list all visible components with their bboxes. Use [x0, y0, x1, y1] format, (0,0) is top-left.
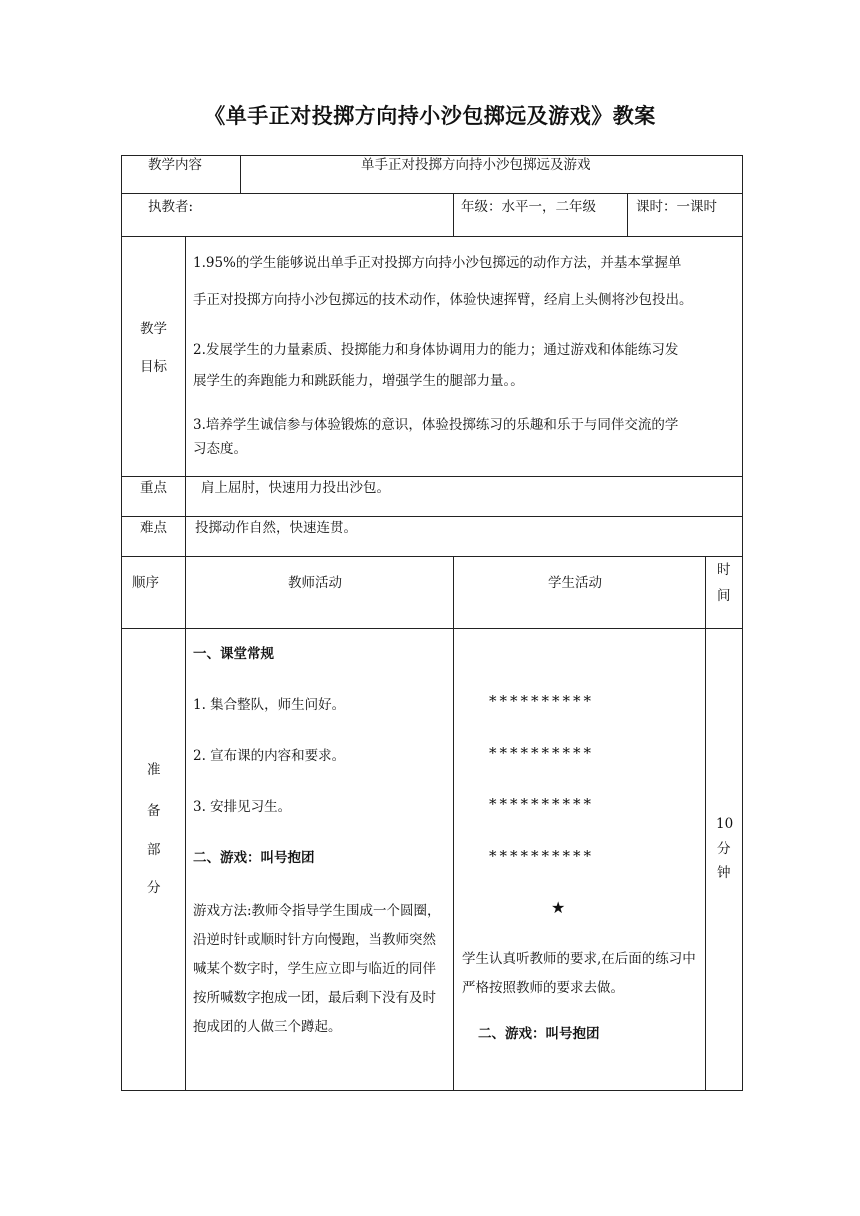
- student-formation-row: **********: [489, 692, 594, 710]
- objective-2: 展学生的奔跑能力和跳跃能力，增强学生的腿部力量。。: [193, 373, 524, 389]
- content-label: 教学内容: [148, 157, 202, 173]
- objective-3: 3.培养学生诚信参与体验锻炼的意识，体验投掷练习的乐趣和乐于与同伴交流的学: [193, 417, 679, 433]
- section-label: 备: [147, 803, 161, 819]
- table-rule: [121, 155, 122, 1091]
- table-rule: [240, 155, 241, 193]
- table-rule: [742, 155, 743, 1091]
- table-rule: [627, 193, 628, 236]
- game-description: 游戏方法:教师令指导学生围成一个圆圈，沿逆时针或顺时针方向慢跑，当教师突然喊某个数字时，学生应立即与临近的同伴按所喊数字抱成一团，最后剩下没有及时抱成团的人做三个蹲起。: [193, 903, 441, 1035]
- table-rule: [705, 556, 706, 1091]
- time-number: 10: [716, 816, 734, 832]
- student-formation-row: **********: [489, 795, 594, 813]
- document-title: 《单手正对投掷方向持小沙包掷远及游戏》教案: [204, 103, 656, 128]
- difficulty-label: 难点: [140, 520, 167, 536]
- table-rule: [121, 236, 743, 237]
- table-rule: [121, 193, 743, 194]
- section-label: 部: [147, 842, 161, 858]
- teacher-heading: 一、课堂常规: [193, 646, 274, 662]
- teacher-star-icon: ★: [551, 898, 566, 917]
- table-rule: [453, 193, 454, 236]
- table-rule: [121, 556, 743, 557]
- column-time: 间: [717, 588, 731, 604]
- difficulty-value: 投掷动作自然，快速连贯。: [195, 520, 357, 536]
- column-student: 学生活动: [548, 575, 602, 591]
- student-heading: 二、游戏：叫号抱团: [478, 1026, 600, 1042]
- column-teacher: 教师活动: [288, 575, 342, 591]
- content-value: 单手正对投掷方向持小沙包掷远及游戏: [361, 157, 591, 173]
- time-unit: 分: [717, 841, 731, 857]
- teacher-label: 执教者:: [148, 199, 194, 215]
- objective-1: 1.95%的学生能够说出单手正对投掷方向持小沙包掷远的动作方法，并基本掌握单: [193, 255, 682, 271]
- table-rule: [121, 155, 743, 156]
- table-rule: [121, 476, 743, 477]
- column-time: 时: [717, 562, 731, 578]
- grade-value: 年级：水平一，二年级: [461, 199, 596, 215]
- table-rule: [185, 236, 186, 1091]
- teacher-item: 2. 宣布课的内容和要求。: [193, 748, 346, 764]
- student-formation-row: **********: [489, 744, 594, 762]
- objectives-label: 目标: [140, 359, 167, 375]
- section-label: 准: [147, 762, 161, 778]
- section-label: 分: [147, 880, 161, 896]
- teacher-item: 3. 安排见习生。: [193, 799, 292, 815]
- column-order: 顺序: [132, 575, 159, 591]
- objective-1: 手正对投掷方向持小沙包掷远的技术动作，体验快速挥臂，经肩上头侧将沙包投出。: [193, 292, 693, 308]
- key-point-label: 重点: [140, 480, 167, 496]
- teacher-item: 1. 集合整队，师生问好。: [193, 697, 346, 713]
- student-formation-row: **********: [489, 847, 594, 865]
- key-point-value: 肩上屈肘，快速用力投出沙包。: [201, 480, 390, 496]
- table-rule: [453, 556, 454, 1091]
- period-value: 课时：一课时: [636, 199, 717, 215]
- objective-2: 2.发展学生的力量素质、投掷能力和身体协调用力的能力；通过游戏和体能练习发: [193, 342, 679, 358]
- objective-3: 习态度。: [193, 441, 247, 457]
- table-rule: [121, 628, 743, 629]
- table-rule: [121, 1090, 743, 1091]
- time-unit: 钟: [717, 865, 731, 881]
- student-note: 学生认真听教师的要求,在后面的练习中严格按照教师的要求去做。: [462, 951, 696, 996]
- objectives-label: 教学: [140, 321, 167, 337]
- teacher-heading: 二、游戏：叫号抱团: [193, 850, 315, 866]
- table-rule: [121, 516, 743, 517]
